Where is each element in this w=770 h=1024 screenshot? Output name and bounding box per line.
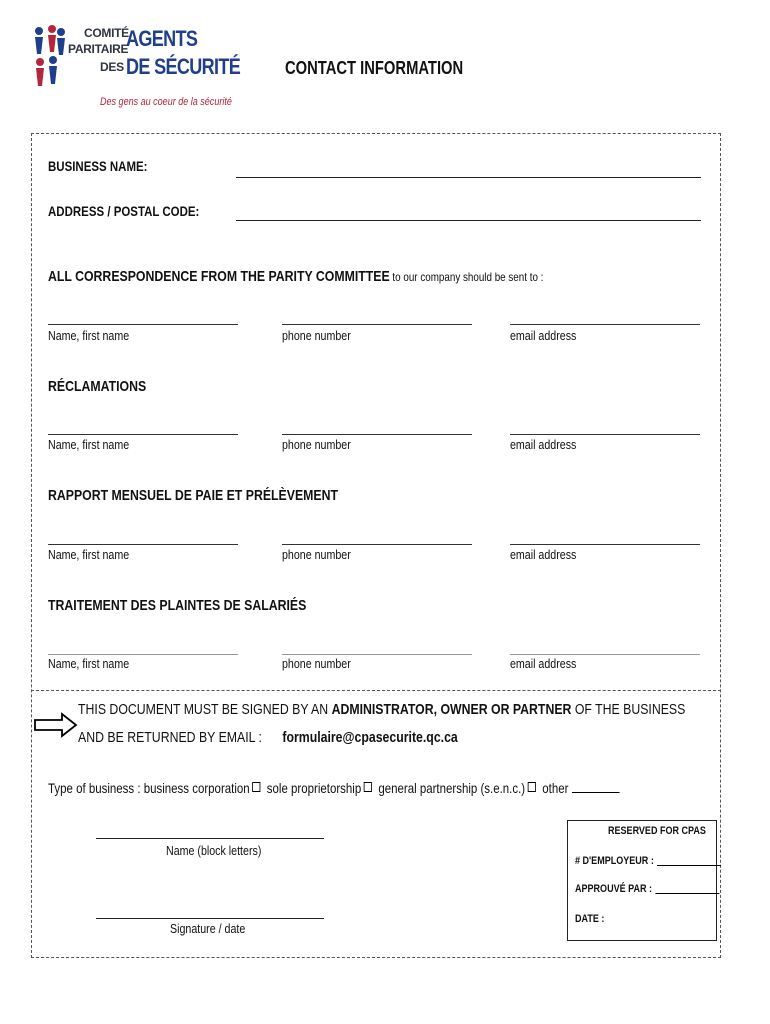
section-title-plaintes: TRAITEMENT DES PLAINTES DE SALARIÉS (48, 597, 307, 614)
plaintes-name-caption: Name, first name (48, 656, 130, 671)
reclamations-phone-field[interactable] (282, 418, 472, 435)
plaintes-email-caption: email address (510, 656, 577, 671)
page-title: CONTACT INFORMATION (285, 58, 464, 78)
logo-text-securite: DE SÉCURITÉ (126, 54, 241, 79)
logo-text-des: DES (100, 60, 124, 74)
plaintes-phone-caption: phone number (282, 656, 351, 671)
rapport-phone-field[interactable] (282, 528, 472, 545)
correspondence-email-field[interactable] (510, 308, 700, 325)
name-block-letters-field[interactable] (96, 822, 324, 839)
correspondence-name-field[interactable] (48, 308, 238, 325)
general-partnership-label: general partnership (s.e.n.c.) (378, 780, 526, 796)
rapport-name-field[interactable] (48, 528, 238, 545)
notice-line-1: THIS DOCUMENT MUST BE SIGNED BY AN ADMINISTRATOR, OWNER OR PARTNER OF THE BUSINESS (78, 701, 686, 718)
return-email: formulaire@cpasecurite.qc.ca (282, 729, 458, 746)
section-divider (31, 690, 721, 691)
date-label: DATE : (575, 913, 605, 925)
people-icon (32, 22, 72, 92)
sole-proprietorship-label: sole proprietorship (266, 780, 362, 796)
other-label: other (542, 780, 569, 796)
signature-date-field[interactable] (96, 902, 324, 919)
plaintes-name-field[interactable] (48, 638, 238, 655)
reserved-for-cpas-box (567, 820, 717, 941)
correspondence-phone-caption: phone number (282, 328, 351, 343)
reclamations-name-field[interactable] (48, 418, 238, 435)
right-arrow-icon (34, 712, 78, 738)
section-title-rapport-mensuel: RAPPORT MENSUEL DE PAIE ET PRÉLÈVEMENT (48, 487, 339, 504)
cpas-logo (32, 20, 241, 115)
signature-date-caption: Signature / date (170, 921, 246, 936)
address-field[interactable] (236, 206, 701, 221)
business-corporation-label: business corporation (143, 780, 250, 796)
rapport-phone-caption: phone number (282, 547, 351, 562)
correspondence-email-caption: email address (510, 328, 577, 343)
business-type-label: Type of business : (48, 780, 141, 796)
reclamations-phone-caption: phone number (282, 437, 351, 452)
approved-by-field[interactable] (655, 893, 719, 894)
reserved-title: RESERVED FOR CPAS (608, 825, 706, 837)
reclamations-email-field[interactable] (510, 418, 700, 435)
section-title-correspondence: ALL CORRESPONDENCE FROM THE PARITY COMMITTEE to our company should be sent to : (48, 268, 544, 285)
logo-text-paritaire: PARITAIRE (68, 42, 129, 56)
correspondence-phone-field[interactable] (282, 308, 472, 325)
employer-number-field[interactable] (657, 865, 721, 866)
business-name-label: BUSINESS NAME: (48, 158, 148, 174)
rapport-email-caption: email address (510, 547, 577, 562)
other-field[interactable] (572, 792, 620, 793)
address-label: ADDRESS / POSTAL CODE: (48, 203, 200, 219)
reclamations-name-caption: Name, first name (48, 437, 130, 452)
business-type-row (48, 780, 619, 796)
general-partnership-checkbox[interactable] (528, 782, 536, 792)
rapport-email-field[interactable] (510, 528, 700, 545)
rapport-name-caption: Name, first name (48, 547, 130, 562)
business-corporation-checkbox[interactable] (252, 782, 260, 792)
reclamations-email-caption: email address (510, 437, 577, 452)
notice-line-2: AND BE RETURNED BY EMAIL : formulaire@cpasecurite.qc.ca (78, 729, 458, 746)
plaintes-email-field[interactable] (510, 638, 700, 655)
section-title-reclamations: RÉCLAMATIONS (48, 378, 147, 395)
business-name-field[interactable] (236, 163, 701, 178)
plaintes-phone-field[interactable] (282, 638, 472, 655)
logo-tagline: Des gens au coeur de la sécurité (100, 96, 232, 108)
logo-text-comite: COMITÉ (84, 26, 129, 40)
sole-proprietorship-checkbox[interactable] (364, 782, 372, 792)
approved-by-row: APPROUVÉ PAR : (575, 883, 719, 895)
employer-number-row: # D'EMPLOYEUR : (575, 855, 721, 867)
logo-text-agents: AGENTS (126, 26, 198, 51)
name-block-letters-caption: Name (block letters) (166, 843, 262, 858)
correspondence-name-caption: Name, first name (48, 328, 130, 343)
